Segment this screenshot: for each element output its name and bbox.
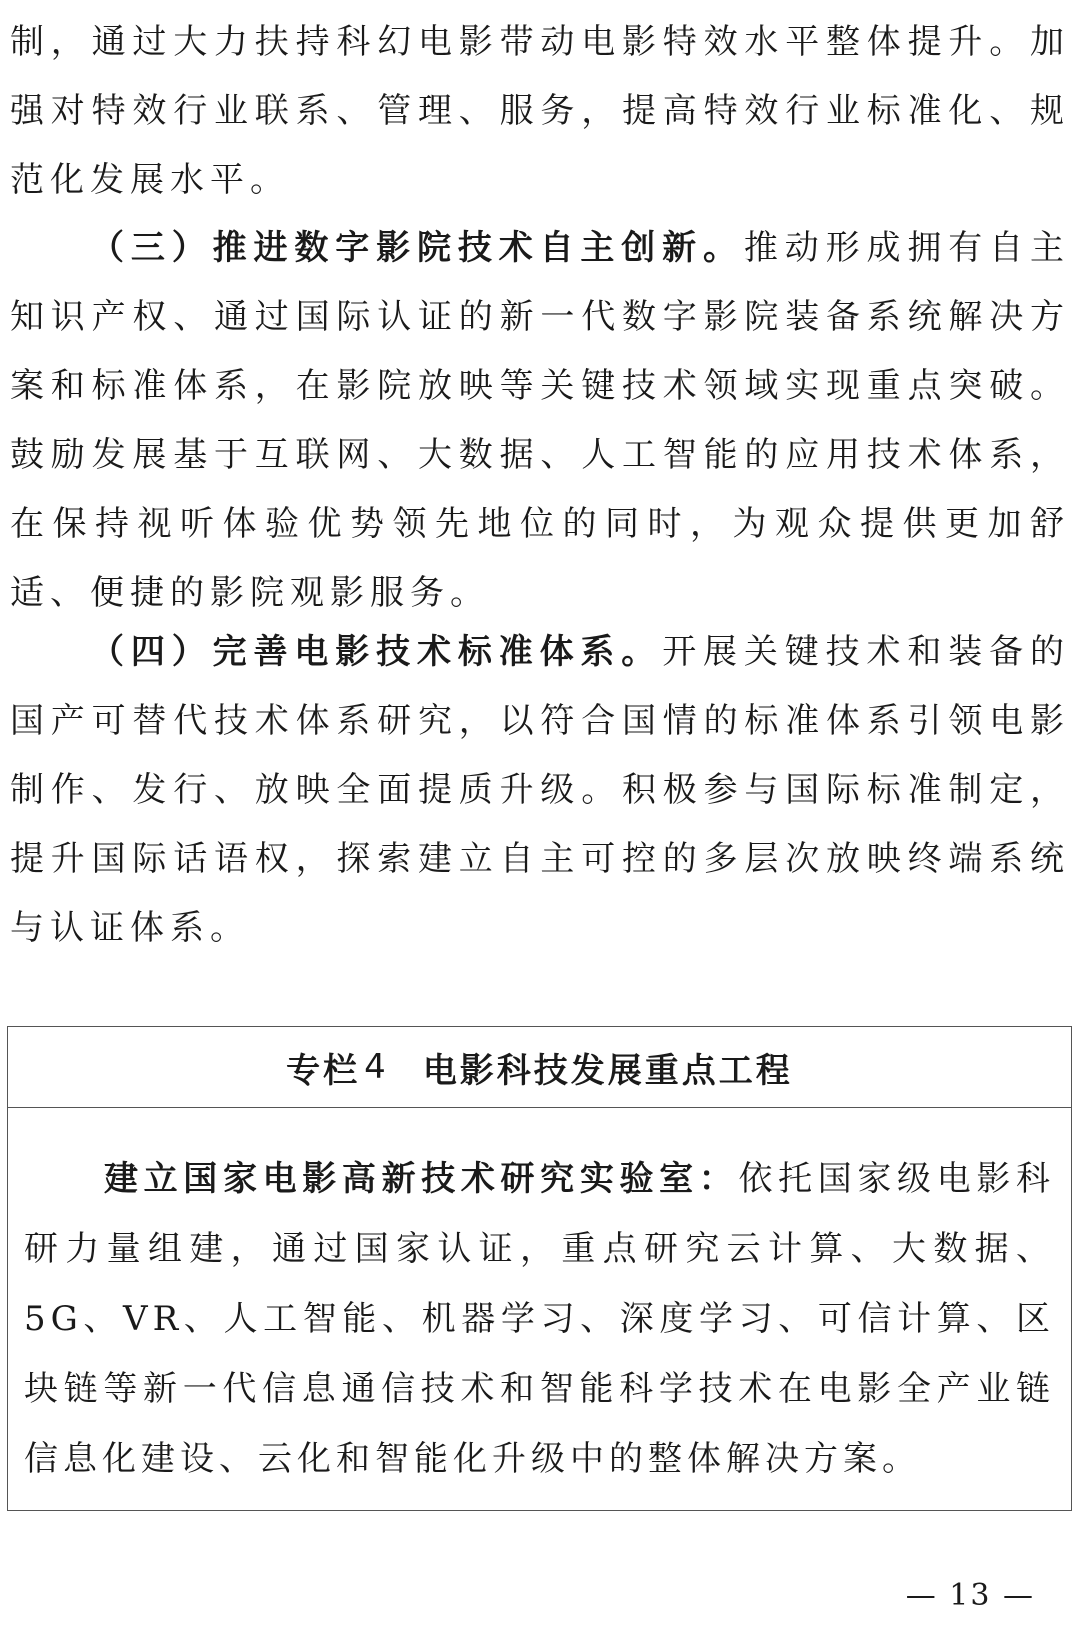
column-title: 电影科技发展重点工程 <box>422 1050 793 1091</box>
column-item-text: 依托国家级电影科研力量组建，通过国家认证，重点研究云计算、大数据、5G、VR、人工智能、机器学习、深度学习、可信计算、区块链等新一代信息通信技术和智能科学技术在电影全产业链信息化建设、云化和智能化升级中的整体解决方案。 <box>24 1159 1056 1479</box>
page-number: — 13 — <box>905 1578 1035 1613</box>
column-box <box>7 1026 1072 1511</box>
paragraph-digital-cinema <box>10 214 1070 628</box>
paragraph-standards <box>10 618 1070 963</box>
section-heading-4: （四）完善电影技术标准体系。 <box>90 632 663 672</box>
paragraph-text: 制，通过大力扶持科幻电影带动电影特效水平整体提升。加强对特效行业联系、管理、服务，提高特效行业标准化、规范化发展水平。 <box>10 22 1070 200</box>
paragraph-continuation <box>10 8 1070 215</box>
column-box-header <box>8 1027 1071 1108</box>
column-number: 4 <box>364 1047 389 1087</box>
paragraph-text: 开展关键技术和装备的国产可替代技术体系研究，以符合国情的标准体系引领电影制作、发行、放映全面提质升级。积极参与国际标准制定，提升国际话语权，探索建立自主可控的多层次放映终端系统与认证体系。 <box>10 632 1071 948</box>
column-label: 专栏 <box>286 1050 361 1091</box>
column-item-heading: 建立国家电影高新技术研究实验室： <box>104 1159 739 1199</box>
section-heading-3: （三）推进数字影院技术自主创新。 <box>90 228 744 268</box>
paragraph-text: 推动形成拥有自主知识产权、通过国际认证的新一代数字影院装备系统解决方案和标准体系，在影院放映等关键技术领域实现重点突破。鼓励发展基于互联网、大数据、人工智能的应用技术体系，在保持视听体验优势领先地位的同时，为观众提供更加舒适、便捷的影院观影服务。 <box>10 228 1071 613</box>
column-box-body <box>8 1144 1071 1494</box>
